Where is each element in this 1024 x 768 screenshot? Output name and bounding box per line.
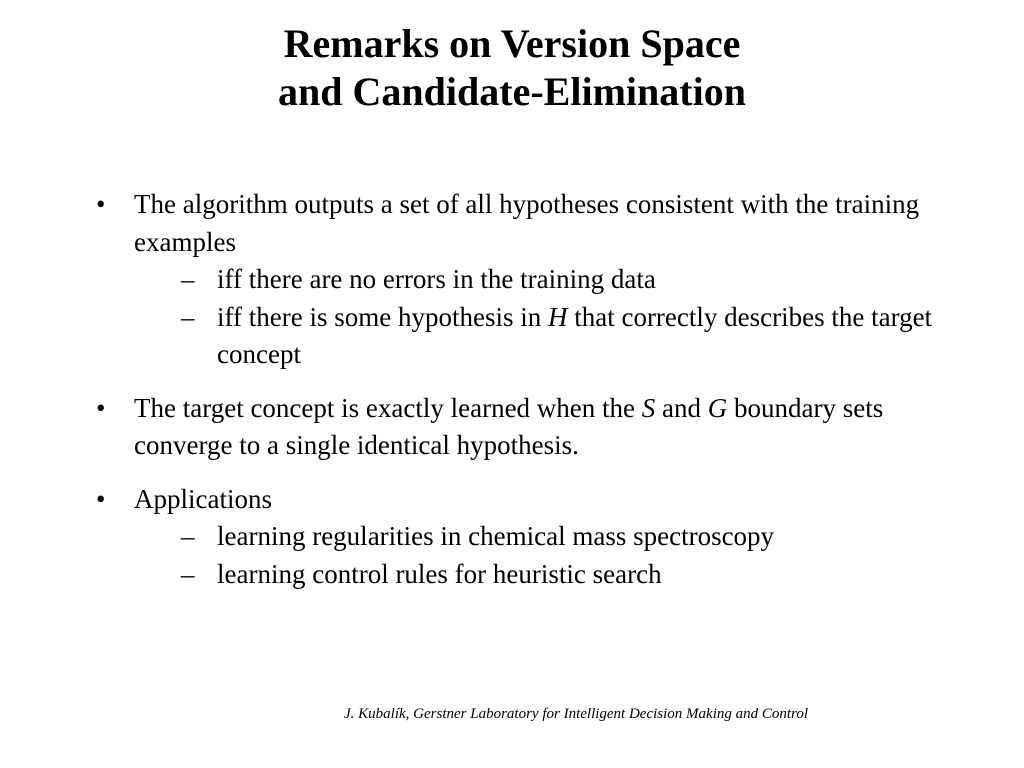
bullet-mark: • bbox=[96, 483, 106, 514]
variable-s: S bbox=[641, 392, 656, 423]
bullet-text-mid: and bbox=[655, 392, 708, 423]
title-line-1: Remarks on Version Space bbox=[283, 21, 741, 66]
slide-title bbox=[0, 20, 1024, 116]
bullet-text-post: boundary sets converge to a single identical hypothesis. bbox=[134, 392, 884, 460]
title-line-2: and Candidate-Elimination bbox=[278, 69, 746, 114]
sub-item-no-errors bbox=[134, 261, 956, 299]
dash-mark: – bbox=[181, 264, 195, 294]
bullet-item-algorithm-output bbox=[96, 186, 956, 374]
sub-item-text: iff there are no errors in the training data bbox=[217, 264, 656, 294]
sub-item-text: learning regularities in chemical mass spectroscopy bbox=[217, 521, 775, 551]
sub-item-text-post: that correctly describes the target concept bbox=[217, 301, 933, 369]
sub-list bbox=[134, 261, 956, 374]
bullet-text-pre: The target concept is exactly learned when the bbox=[134, 392, 642, 423]
bullet-text: Applications bbox=[134, 483, 272, 514]
sub-list bbox=[134, 518, 956, 593]
bullet-mark: • bbox=[96, 392, 106, 423]
bullet-item-target-concept bbox=[96, 390, 956, 465]
bullet-text: The algorithm outputs a set of all hypotheses consistent with the training examples bbox=[134, 189, 920, 257]
bullet-list bbox=[96, 186, 956, 609]
sub-item-text: learning control rules for heuristic search bbox=[217, 558, 662, 589]
dash-mark: – bbox=[181, 558, 195, 589]
sub-item-hypothesis-in-h bbox=[134, 299, 956, 374]
dash-mark: – bbox=[181, 301, 195, 332]
sub-item-heuristic-search bbox=[134, 556, 956, 594]
bullet-text bbox=[134, 390, 956, 465]
variable-h: H bbox=[547, 301, 568, 332]
bullet-mark: • bbox=[96, 189, 106, 219]
bullet-item-applications bbox=[96, 481, 956, 594]
sub-item-text-pre: iff there is some hypothesis in bbox=[217, 301, 548, 332]
dash-mark: – bbox=[181, 521, 195, 551]
footer-credit: J. Kubalík, Gerstner Laboratory for Intelligent Decision Making and Control bbox=[344, 706, 808, 722]
variable-g: G bbox=[707, 392, 728, 423]
sub-item-mass-spectroscopy bbox=[134, 518, 956, 556]
